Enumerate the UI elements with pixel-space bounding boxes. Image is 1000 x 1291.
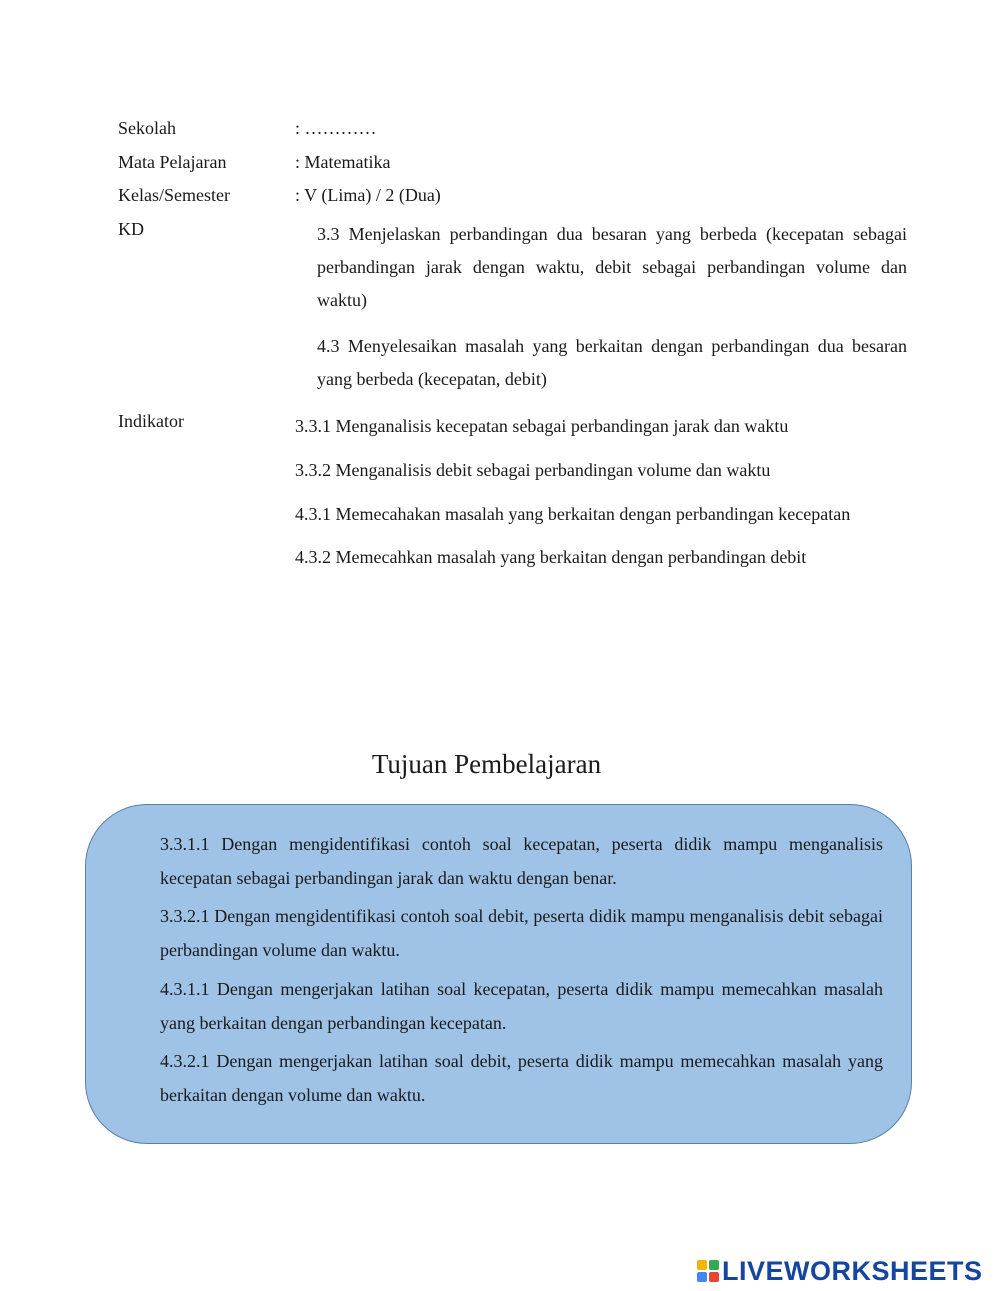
label-kelas-semester: Kelas/Semester [118, 185, 230, 205]
label-kd: KD [118, 219, 144, 239]
tujuan-item: 4.3.1.1 Dengan mengerjakan latihan soal kecepatan, peserta didik mampu memecahkan masalah yang berkaitan dengan perbandingan kecepatan. [160, 979, 883, 1033]
liveworksheets-logo [697, 1254, 983, 1288]
liveworksheets-logo-icon [697, 1260, 719, 1282]
kd-item-3-3: 3.3 Menjelaskan perbandingan dua besaran yang berbeda (kecepatan sebagai perbandingan jarak dengan waktu, debit sebagai perbandingan volume dan waktu) [317, 224, 907, 310]
value-kelas-semester: : V (Lima) / 2 (Dua) [295, 185, 441, 205]
indikator-item: 4.3.1 Memecahakan masalah yang berkaitan dengan perbandingan kecepatan [295, 504, 851, 524]
tujuan-item: 3.3.1.1 Dengan mengidentifikasi contoh soal kecepatan, peserta didik mampu menganalisis kecepatan sebagai perbandingan jarak dan waktu dengan benar. [160, 834, 883, 888]
value-sekolah: : ………… [295, 118, 377, 138]
kd-item-4-3: 4.3 Menyelesaikan masalah yang berkaitan dengan perbandingan dua besaran yang berbeda (kecepatan, debit) [317, 336, 907, 389]
indikator-item: 3.3.2 Menganalisis debit sebagai perbandingan volume dan waktu [295, 460, 771, 480]
section-title-tujuan: Tujuan Pembelajaran [371, 749, 602, 779]
label-mata-pelajaran: Mata Pelajaran [118, 152, 227, 172]
tujuan-item: 3.3.2.1 Dengan mengidentifikasi contoh soal debit, peserta didik mampu menganalisis debit sebagai perbandingan volume dan waktu. [160, 906, 883, 960]
label-indikator: Indikator [118, 411, 184, 431]
indikator-item: 3.3.1 Menganalisis kecepatan sebagai perbandingan jarak dan waktu [295, 416, 789, 436]
indikator-item: 4.3.2 Memecahkan masalah yang berkaitan dengan perbandingan debit [295, 547, 807, 567]
tujuan-item: 4.3.2.1 Dengan mengerjakan latihan soal debit, peserta didik mampu memecahkan masalah yang berkaitan dengan volume dan waktu. [160, 1051, 883, 1105]
value-mata-pelajaran: : Matematika [295, 152, 391, 172]
liveworksheets-logo-text: LIVEWORKSHEETS [722, 1255, 983, 1286]
label-sekolah: Sekolah [118, 118, 176, 138]
